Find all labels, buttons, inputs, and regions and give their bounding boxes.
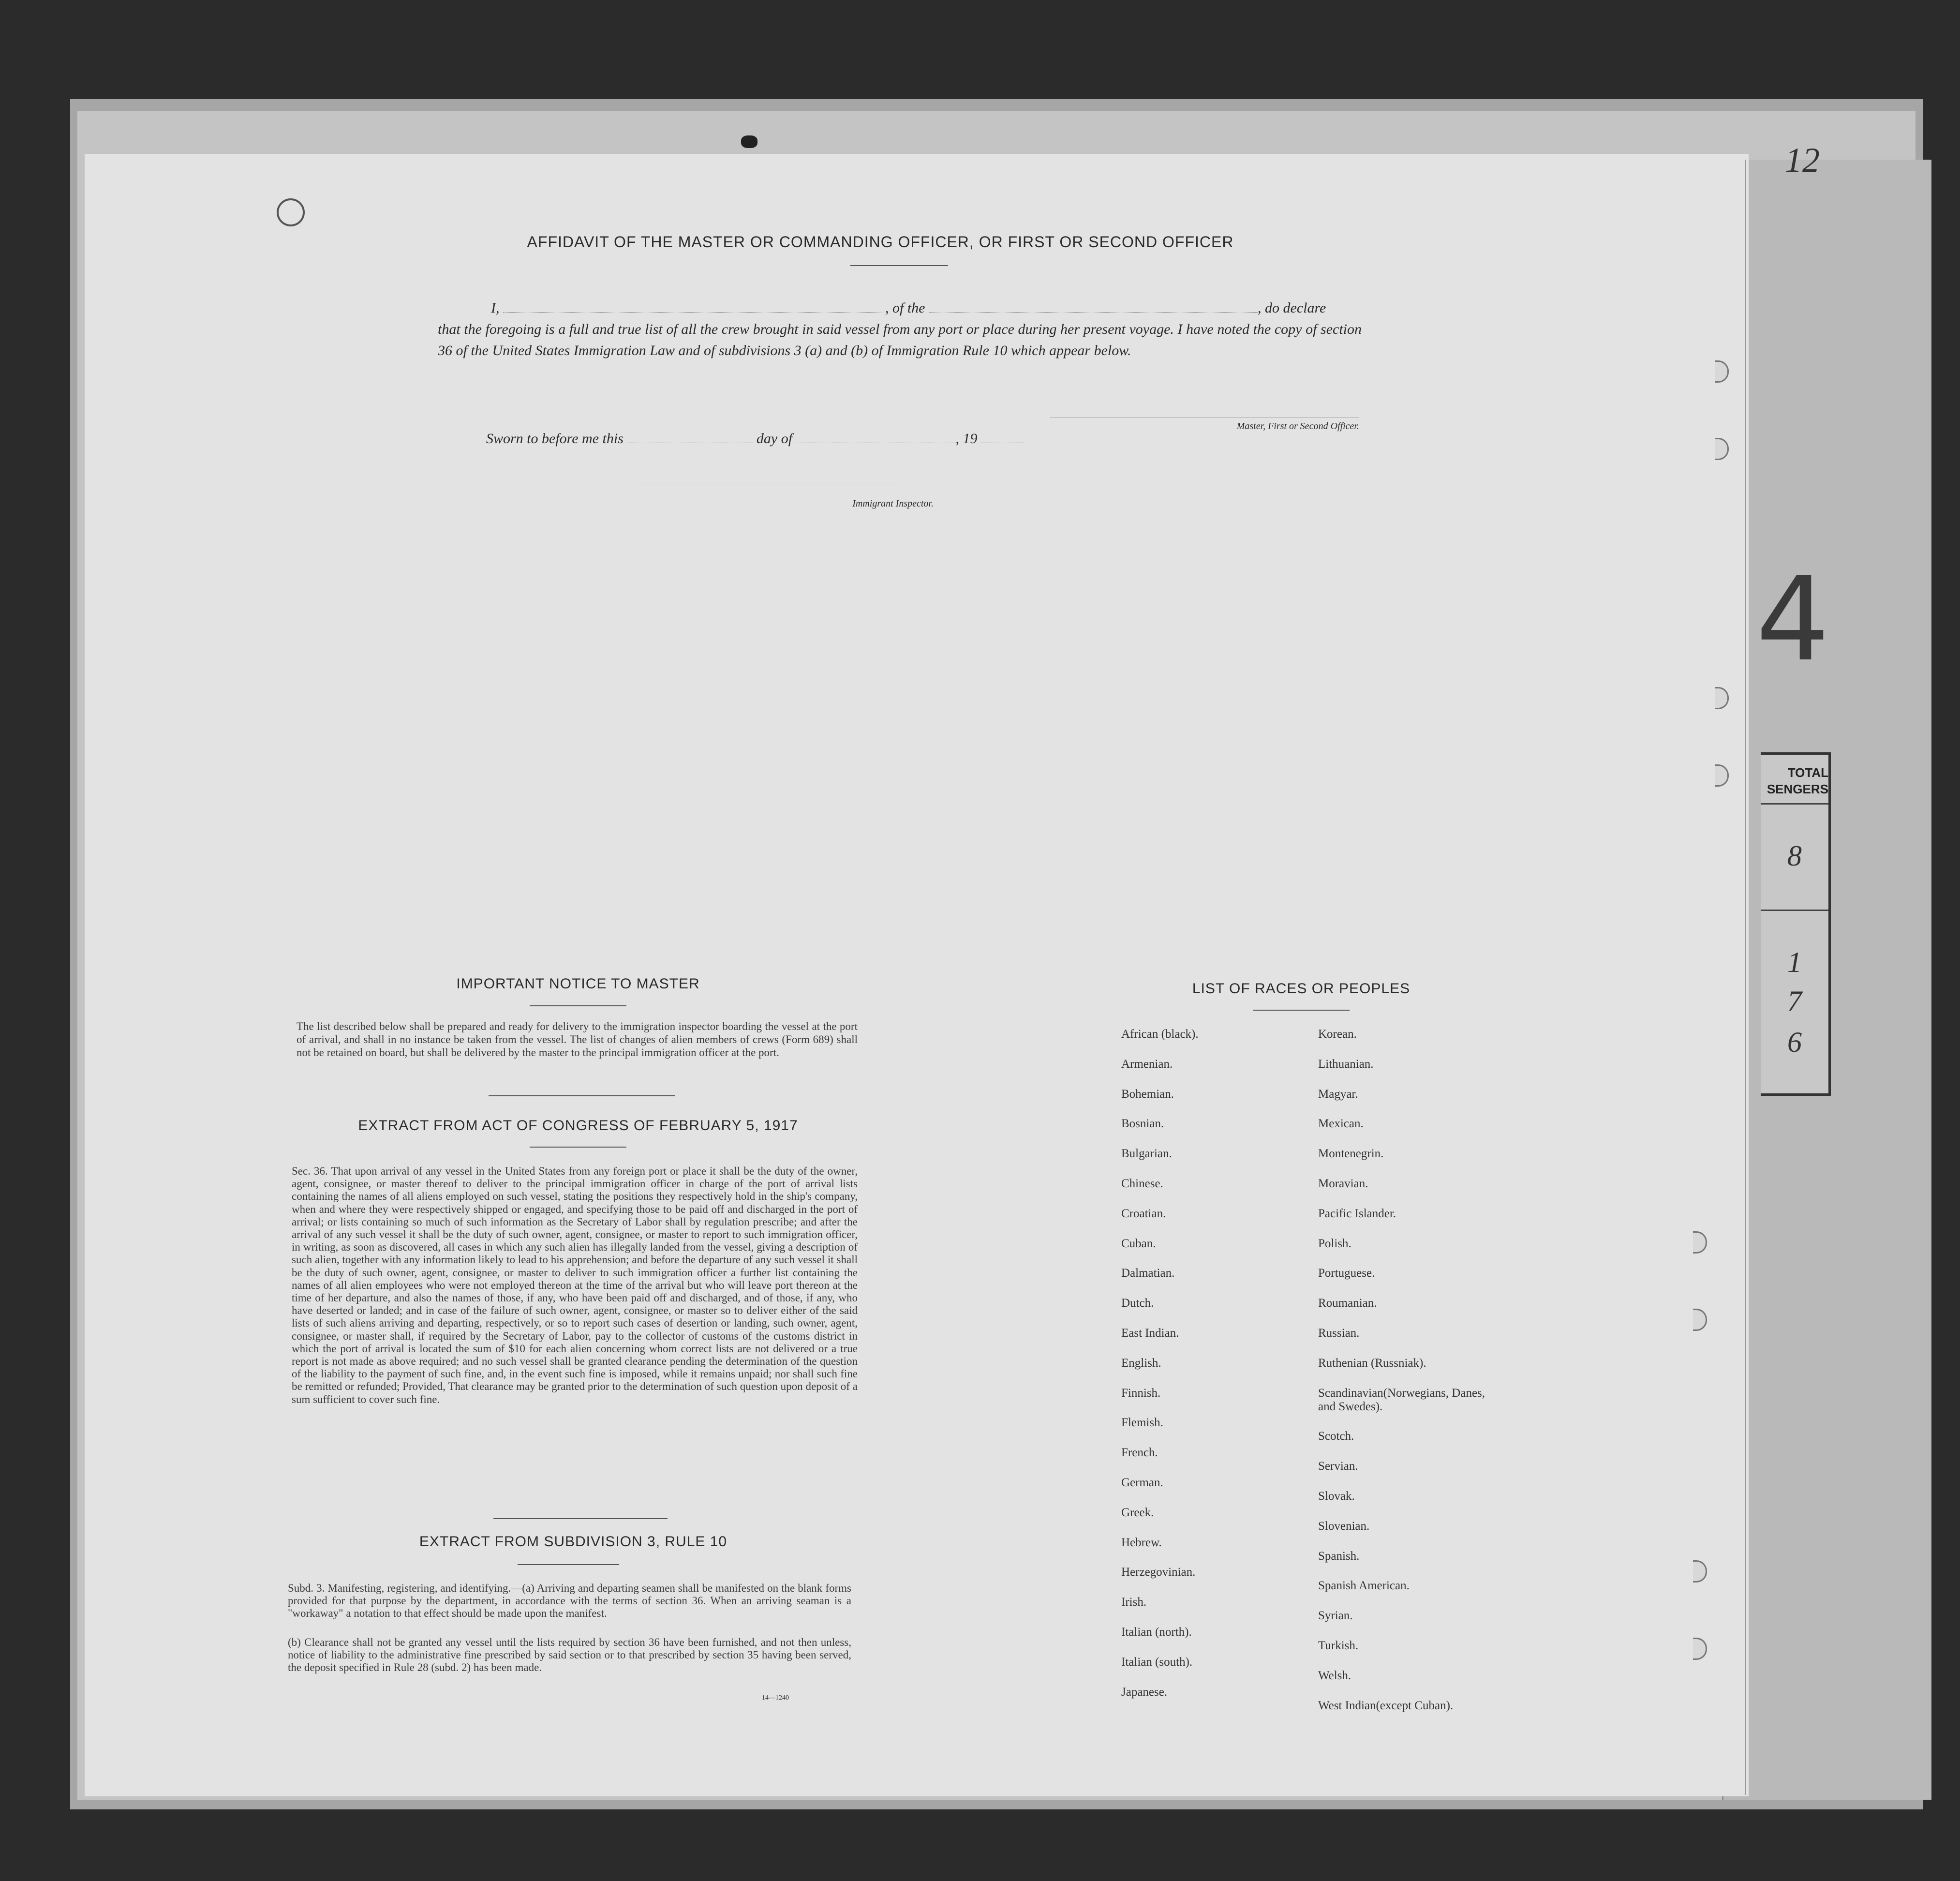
race-item: German. (1121, 1476, 1163, 1489)
race-item: Croatian. (1121, 1207, 1166, 1220)
race-item: Moravian. (1318, 1177, 1368, 1190)
race-item: West Indian(except Cuban). (1318, 1699, 1454, 1712)
race-item: Turkish. (1318, 1639, 1359, 1652)
notice-divider (489, 1095, 675, 1096)
race-item: Portuguese. (1318, 1267, 1375, 1280)
race-item: Lithuanian. (1318, 1057, 1374, 1071)
rule-rule (518, 1564, 619, 1565)
race-item: Korean. (1318, 1028, 1357, 1041)
race-item: Japanese. (1121, 1685, 1168, 1699)
inspector-caption: Immigrant Inspector. (852, 498, 934, 509)
race-item: Scotch. (1318, 1430, 1354, 1443)
race-item: Irish. (1121, 1596, 1147, 1609)
race-item: Spanish American. (1318, 1579, 1410, 1593)
day-of-label: day of (756, 431, 793, 447)
race-item: Pacific Islander. (1318, 1207, 1396, 1220)
race-item: Bohemian. (1121, 1087, 1174, 1101)
act-divider (493, 1518, 668, 1519)
race-item: Dutch. (1121, 1297, 1154, 1310)
race-item: Polish. (1318, 1237, 1351, 1250)
page-edge (1745, 160, 1746, 1795)
rule-text-a: Subd. 3. Manifesting, registering, and identifying.—(a) Arriving and departing seamen shall be manifested on the blank forms provided for that purpose by the department, in accordance with the terms of section 36. When an arriving seaman is a "workaway" a notation to that effect should be made upon the manifest. (288, 1582, 851, 1619)
race-item: Italian (south). (1121, 1655, 1193, 1669)
i-label: I, (491, 300, 500, 316)
sworn-label: Sworn to before me this (486, 431, 624, 447)
affidavit-body (438, 298, 1362, 361)
races-rule (1253, 1010, 1350, 1011)
races-title: LIST OF RACES OR PEOPLES (1192, 981, 1411, 997)
race-item: Magyar. (1318, 1087, 1358, 1101)
race-item: Finnish. (1121, 1386, 1161, 1400)
sworn-line (486, 431, 1115, 447)
year-label: , 19 (955, 431, 978, 447)
race-item: French. (1121, 1446, 1158, 1460)
race-item: Welsh. (1318, 1669, 1351, 1682)
affidavit-text: that the foregoing is a full and true list of all the crew brought in said vessel from any port or place during her present voyage. I have noted the copy of section 36 of the United States Immigration Law and of subdivisions 3 (a) and (b) of Immigration Rule 10 which appear below. (438, 321, 1362, 358)
race-item: Bulgarian. (1121, 1147, 1172, 1161)
race-item: Mexican. (1318, 1117, 1364, 1131)
race-item: Montenegrin. (1318, 1147, 1384, 1161)
race-item: Spanish. (1318, 1549, 1360, 1563)
rule-text-b: (b) Clearance shall not be granted any vessel until the lists required by section 36 have been furnished, and not then unless, notice of liability to the administrative fine prescribed by said section or to that prescribed by section 35 having been served, the deposit specified in Rule 28 (subd. 2) has been made. (288, 1636, 851, 1673)
race-item: Herzegovinian. (1121, 1566, 1196, 1579)
do-declare-label: , do declare (1258, 300, 1326, 316)
act-title: EXTRACT FROM ACT OF CONGRESS OF FEBRUARY 5, 1917 (358, 1118, 798, 1134)
race-item: Cuban. (1121, 1237, 1156, 1250)
race-item: East Indian. (1121, 1327, 1179, 1340)
race-item: Scandinavian(Norwegians, Danes, and Swedes). (1318, 1386, 1485, 1413)
race-item: Italian (north). (1121, 1626, 1192, 1639)
title-rule (850, 265, 948, 266)
race-item: Syrian. (1318, 1609, 1353, 1623)
form-code: 14—1240 (762, 1694, 789, 1702)
race-item: Flemish. (1121, 1416, 1163, 1430)
table-value: 1 (1787, 946, 1802, 978)
race-item: Slovak. (1318, 1490, 1355, 1503)
stamp-mark (277, 198, 305, 226)
race-item: Roumanian. (1318, 1297, 1377, 1310)
table-divider (1761, 910, 1828, 911)
affidavit-title: AFFIDAVIT OF THE MASTER OR COMMANDING OFFICER, OR FIRST OR SECOND OFFICER (527, 233, 1234, 251)
act-rule (530, 1147, 626, 1148)
rule-title: EXTRACT FROM SUBDIVISION 3, RULE 10 (419, 1534, 728, 1550)
signature-line (1050, 417, 1359, 418)
signature-caption: Master, First or Second Officer. (1236, 421, 1359, 432)
vessel-blank (929, 312, 1258, 313)
race-item: English. (1121, 1356, 1161, 1370)
race-item: Hebrew. (1121, 1536, 1162, 1549)
name-blank (503, 312, 885, 313)
totals-header: TOTAL SENGERS (1767, 765, 1828, 796)
table-value: 8 (1787, 840, 1802, 872)
page-number: 12 (1785, 141, 1820, 179)
table-value: 6 (1787, 1026, 1802, 1058)
table-value: 7 (1787, 985, 1802, 1017)
act-text: Sec. 36. That upon arrival of any vessel in the United States from any foreign port or place it shall be the duty of the owner, agent, consignee, or master thereof to deliver to the principal immigration officer in charge of the port of arrival lists containing the names of all aliens employed on such vessel, stating the positions they respectively hold in the ship's company, when and where they were respectively shipped or engaged, and specifying those to be paid off and discharged in the port of arrival; or lists containing so much of such information as the Secretary of Labor shall by regulation prescribe; and after the arrival of any such vessel it shall be the duty of such owner, agent, consignee, or master to report to such immigration officer, in writing, as soon as discovered, all cases in which any such alien has illegally landed from the vessel, giving a description of such alien, together with any information likely to lead to his apprehension; and before the departure of any such vessel it shall be the duty of such owner, agent, consignee, or master to deliver to such immigration officer a further list containing the names of all alien employees who were not employed thereon at the time of the arrival but who will leave port thereon at the time of her departure, and also the names of those, if any, who have been paid off and discharged, and of those, if any, who have deserted or landed; and in case of the failure of such owner, agent, consignee, or master so to deliver either of the said lists of such aliens arriving and departing, respectively, or so to report such cases of desertion or landing, such owner, agent, consignee, or master shall, if required by the Secretary of Labor, pay to the collector of customs of the customs district in which the port of arrival is located the sum of $10 for each alien concerning whom correct lists are not delivered or a true report is not made as above required; and no such vessel shall be granted clearance pending the determination of the question of the liability to the payment of such fine, and, in the event such fine is imposed, while it remains unpaid; nor shall such fine be remitted or refunded; Provided, That clearance may be granted prior to the determination of such question upon deposit of a sum sufficient to cover such fine. (292, 1165, 858, 1405)
race-item: Slovenian. (1318, 1519, 1370, 1533)
race-item: African (black). (1121, 1028, 1199, 1041)
race-item: Bosnian. (1121, 1117, 1164, 1131)
notice-text: The list described below shall be prepared and ready for delivery to the immigration inspector boarding the vessel at the port of arrival, and shall in no instance be taken from the vessel. The list of changes of alien members of crews (Form 689) shall not be retained on board, but shall be delivered by the master to the principal immigration officer at the port. (297, 1020, 858, 1059)
handwritten-number: 4 (1756, 552, 1830, 687)
race-item: Servian. (1318, 1460, 1358, 1473)
ink-blot (741, 135, 757, 148)
totals-table (1761, 752, 1831, 1096)
table-divider (1761, 803, 1828, 805)
notice-rule (530, 1005, 626, 1006)
race-item: Russian. (1318, 1327, 1360, 1340)
notice-title: IMPORTANT NOTICE TO MASTER (456, 976, 700, 992)
of-the-label: , of the (885, 300, 925, 316)
race-item: Armenian. (1121, 1057, 1173, 1071)
race-item: Dalmatian. (1121, 1267, 1175, 1280)
race-item: Ruthenian (Russniak). (1318, 1356, 1426, 1370)
race-item: Greek. (1121, 1506, 1154, 1519)
race-item: Chinese. (1121, 1177, 1163, 1190)
